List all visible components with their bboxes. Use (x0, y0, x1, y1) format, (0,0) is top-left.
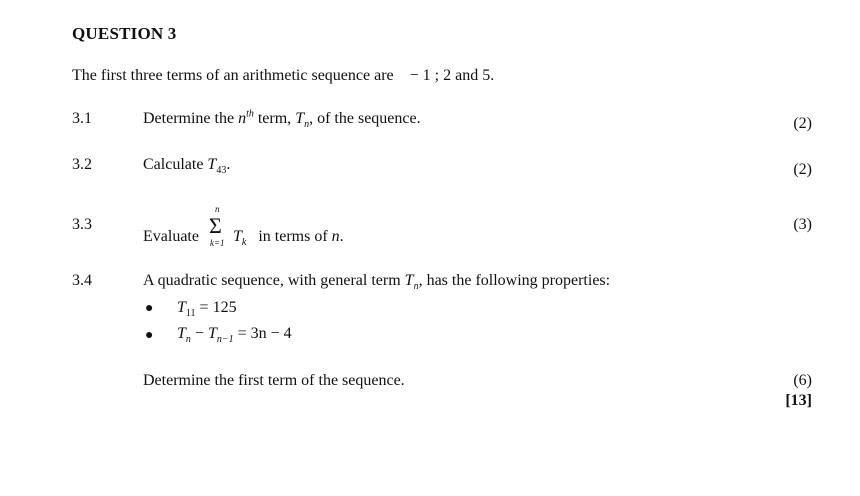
math-T: T (232, 227, 242, 245)
item-3-3-text-before: Evaluate (143, 227, 199, 245)
math-th: th (246, 108, 254, 120)
item-number-3-4: 3.4 (72, 272, 92, 289)
marks-3-2: (2) (793, 161, 812, 178)
bullet-icon: ● (145, 328, 154, 343)
math-T: T (207, 156, 217, 173)
math-n: n (238, 110, 247, 127)
sigma-upper-limit: n (214, 204, 220, 214)
total-marks: [13] (785, 392, 812, 409)
math-sub: n (413, 281, 419, 293)
intro-sequence: − 1 ; 2 and 5. (409, 67, 495, 84)
marks-3-4: (6) (793, 372, 812, 389)
item-text-3-1 (143, 108, 421, 131)
math-T: T (177, 325, 186, 342)
math-minus: − (190, 325, 208, 342)
intro-text: The first three terms of an arithmetic sequence are (72, 67, 394, 84)
math-T: T (177, 299, 186, 316)
math-sub: k (241, 236, 247, 248)
marks-3-3: (3) (793, 216, 812, 233)
item-text-3-4 (143, 272, 611, 293)
item-3-2-text-after: . (226, 156, 231, 173)
math-sub: n (304, 119, 310, 131)
item-3-2-text-before: Calculate (143, 156, 208, 173)
math-T: T (295, 110, 305, 127)
math-sub: n (185, 334, 191, 346)
math-sub: 43 (216, 165, 227, 177)
question-title: QUESTION 3 (72, 24, 177, 43)
bullet-item-1 (177, 299, 237, 320)
bullet-2-rest: = 3n − 4 (233, 325, 292, 342)
item-number-3-2: 3.2 (72, 156, 92, 173)
math-sub: n−1 (216, 334, 234, 346)
item-number-3-3: 3.3 (72, 216, 92, 233)
summation-sigma (209, 204, 231, 248)
math-n: n (331, 227, 340, 245)
item-3-4-text-before: A quadratic sequence, with general term (143, 272, 405, 289)
item-3-1-text-before: Determine the (143, 110, 239, 127)
item-3-1-text-mid: term, (253, 110, 296, 127)
item-3-3-text-after: . (339, 227, 344, 245)
item-text-3-3 (143, 200, 344, 250)
item-3-4-final-text: Determine the first term of the sequence. (143, 372, 405, 389)
bullet-item-2 (177, 325, 292, 346)
math-T: T (207, 325, 217, 342)
marks-3-1: (2) (793, 115, 812, 132)
item-text-3-2 (143, 156, 231, 177)
question-intro (72, 67, 494, 85)
math-T: T (404, 272, 414, 289)
item-3-1-text-after: , of the sequence. (309, 110, 421, 127)
item-3-4-text-after: , has the following properties: (418, 272, 611, 289)
sigma-icon: Σ (208, 213, 222, 238)
sigma-lower-limit: k=1 (209, 238, 225, 248)
bullet-1-rest: = 125 (195, 299, 237, 316)
bullet-icon: ● (145, 301, 154, 316)
item-3-3-text-mid: in terms of (258, 227, 332, 245)
math-sub: 11 (185, 308, 196, 320)
item-number-3-1: 3.1 (72, 110, 92, 127)
